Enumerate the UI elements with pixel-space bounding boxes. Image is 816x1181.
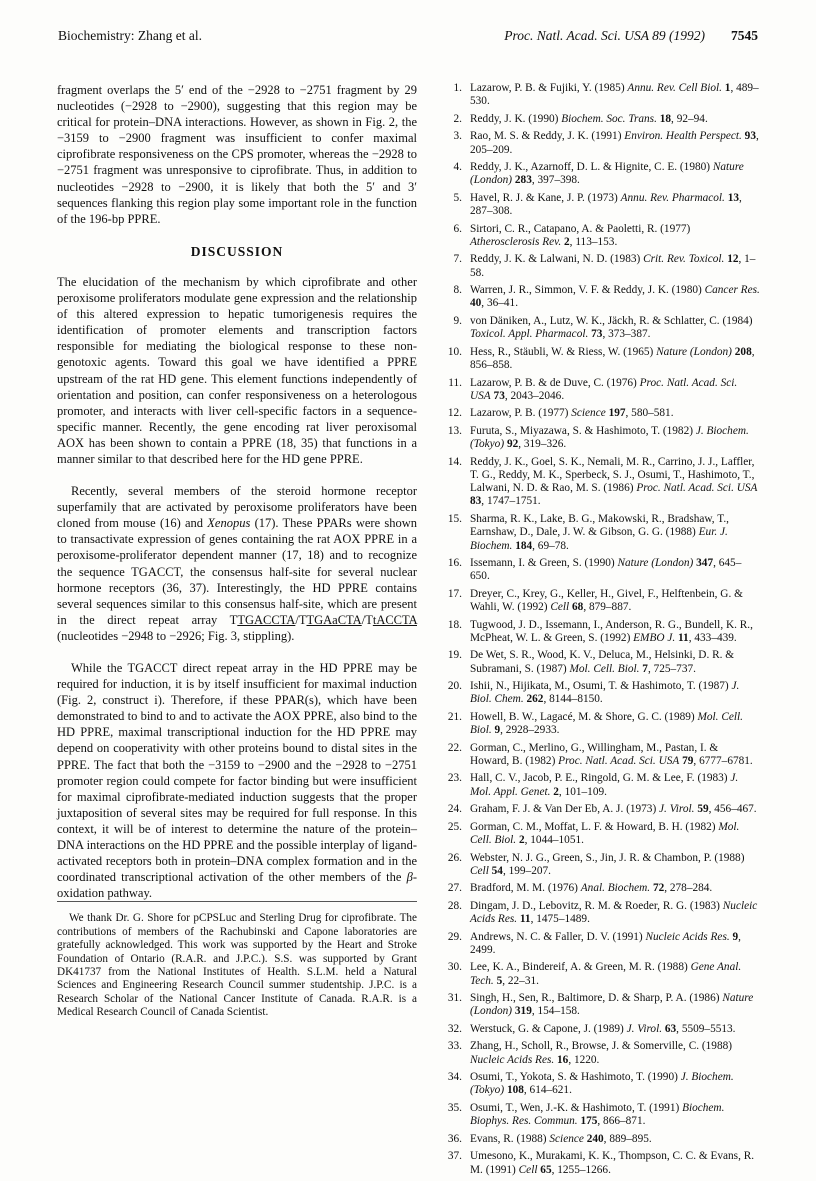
reference-journal: Proc. Natl. Acad. Sci. USA	[558, 755, 680, 767]
reference-volume: 262	[526, 693, 544, 706]
reference-volume: 9	[732, 930, 739, 943]
reference-text: Hess, R., Stäubli, W. & Riess, W. (1965) Nature (London) 208, 856–858.	[470, 345, 755, 372]
reference-volume: 5	[496, 974, 503, 987]
reference-journal: Cell	[550, 601, 570, 614]
reference-text: Dingam, J. D., Lebovitz, R. M. & Roeder, R. G. (1983) Nucleic Acids Res. 11, 1475–1489.	[470, 899, 758, 926]
reference-volume: 197	[608, 407, 626, 420]
reference-journal: Nucleic Acids Res.	[470, 899, 758, 926]
reference-text: Warren, J. R., Simmon, V. F. & Reddy, J. K. (1980) Cancer Res. 40, 36–41.	[470, 284, 760, 310]
reference-text: Gorman, C., Merlino, G., Willingham, M., Pastan, I. & Howard, B. (1982) Proc. Natl. Acad. Sci. USA 79, 6777–6781.	[470, 741, 753, 767]
reference-text: Singh, H., Sen, R., Baltimore, D. & Sharp, P. A. (1986) Nature (London) 319, 154–158.	[470, 992, 754, 1018]
reference-volume: 9	[494, 724, 501, 737]
reference-number: 5.	[453, 191, 462, 204]
reference-item	[438, 315, 760, 342]
reference-list	[438, 82, 760, 1181]
reference-number: 37.	[447, 1150, 462, 1163]
reference-number: 17.	[447, 587, 462, 600]
reference-item	[438, 742, 760, 769]
reference-text: Lazarow, P. B. (1977) Science 197, 580–581.	[470, 407, 674, 420]
reference-volume: 240	[586, 1132, 604, 1145]
reference-journal: Nature (London)	[470, 992, 754, 1018]
reference-number: 30.	[447, 961, 462, 974]
reference-item	[438, 1071, 760, 1098]
reference-number: 3.	[453, 130, 462, 143]
reference-item	[438, 619, 760, 646]
reference-journal: J. Biol. Chem.	[470, 680, 740, 706]
reference-number: 16.	[447, 557, 462, 570]
reference-text: Rao, M. S. & Reddy, J. K. (1991) Environ. Health Perspect. 93, 205–209.	[470, 130, 759, 156]
reference-number: 27.	[447, 882, 462, 895]
header-journal: Proc. Natl. Acad. Sci. USA 89 (1992)	[504, 28, 705, 43]
reference-volume: 65	[540, 1163, 552, 1176]
reference-journal: Nucleic Acids Res.	[470, 1053, 555, 1066]
reference-volume: 16	[557, 1053, 569, 1066]
reference-text: Werstuck, G. & Capone, J. (1989) J. Virol. 63, 5509–5513.	[470, 1022, 736, 1035]
reference-journal: Proc. Natl. Acad. Sci. USA	[636, 482, 758, 495]
repeat-sequence-3: TtACCTA	[365, 612, 417, 627]
reference-item	[438, 931, 760, 958]
reference-number: 25.	[447, 820, 462, 833]
reference-journal: Gene Anal. Tech.	[470, 961, 742, 987]
discussion-paragraph-2: Recently, several members of the steroid hormone receptor superfamily that are activated by peroxisome proliferators have been cloned from mouse (16) and Xenopus (17). These PPARs were shown to transactivate expression of genes containing the rat AOX PPRE in a peroxisome-proliferator dependent manner (17, 18) and to recognize the sequence TGACCT, the consensus half-site for several nuclear hormone receptors (36, 37). Interestingly, the HD PPRE contains several sequences similar to this consensus half-site, which are present in the direct repeat array TTGACCTA/TTGAaCTA/TtACCTA (nucleotides −2948 to −2926; Fig. 3, stippling).	[57, 484, 417, 643]
reference-number: 20.	[447, 680, 462, 693]
header-section-author: Biochemistry: Zhang et al.	[58, 28, 202, 43]
reference-volume: 63	[664, 1022, 677, 1035]
reference-text: Lazarow, P. B. & Fujiki, Y. (1985) Annu. Rev. Cell Biol. 1, 489–530.	[470, 82, 759, 108]
reference-volume: 1	[724, 82, 731, 94]
reference-text: Andrews, N. C. & Faller, D. V. (1991) Nucleic Acids Res. 9, 2499.	[470, 930, 741, 956]
reference-text: Hall, C. V., Jacob, P. E., Ringold, G. M. & Lee, F. (1983) J. Mol. Appl. Genet. 2, 101–109.	[470, 772, 739, 798]
section-title-discussion: DISCUSSION	[190, 243, 284, 259]
reference-text: Lazarow, P. B. & de Duve, C. (1976) Proc. Natl. Acad. Sci. USA 73, 2043–2046.	[470, 376, 738, 402]
reference-number: 23.	[447, 772, 462, 785]
reference-journal: EMBO J.	[633, 631, 676, 644]
reference-text: von Däniken, A., Lutz, W. K., Jäckh, R. & Schlatter, C. (1984) Toxicol. Appl. Pharmacol. 73, 373–387.	[470, 314, 753, 341]
reference-item	[438, 284, 760, 311]
reference-item	[438, 961, 760, 988]
reference-text: Issemann, I. & Green, S. (1990) Nature (London) 347, 645–650.	[470, 557, 742, 583]
reference-item	[438, 557, 760, 584]
reference-number: 8.	[453, 284, 462, 297]
reference-item	[438, 992, 760, 1019]
reference-volume: 13	[727, 191, 740, 204]
reference-item	[438, 821, 760, 848]
reference-volume: 73	[591, 328, 603, 341]
reference-text: Sirtori, C. R., Catapano, A. & Paoletti, R. (1977) Atherosclerosis Rev. 2, 113–153.	[470, 222, 691, 248]
header-right	[504, 28, 758, 44]
reference-volume: 208	[734, 345, 752, 358]
reference-item	[438, 113, 760, 126]
reference-number: 18.	[447, 618, 462, 631]
reference-item	[438, 161, 760, 188]
reference-text: Reddy, J. K., Goel, S. K., Nemali, M. R., Carrino, J. J., Laffler, T. G., Reddy, M. K., Sperbeck, S. J., Osumi, T., Hashimoto, T., Lalwani, N. D. & Rao, M. S. (1986) Proc. Natl. Acad. Sci. USA 83, 1747–1751.	[470, 455, 758, 508]
reference-number: 36.	[447, 1132, 462, 1145]
reference-journal: Crit. Rev. Toxicol.	[643, 253, 725, 266]
repeat-sequence-1: TTGACCTA	[229, 612, 296, 627]
reference-number: 14.	[447, 455, 462, 468]
reference-item	[438, 1023, 760, 1036]
reference-item	[438, 223, 760, 250]
reference-text: Graham, F. J. & Van Der Eb, A. J. (1973) J. Virol. 59, 456–467.	[470, 803, 757, 816]
reference-number: 34.	[447, 1071, 462, 1084]
reference-item	[438, 649, 760, 676]
reference-number: 28.	[447, 899, 462, 912]
reference-text: Tugwood, J. D., Issemann, I., Anderson, R. G., Bundell, K. R., McPheat, W. L. & Green, S. (1992) EMBO J. 11, 433–439.	[470, 618, 753, 644]
reference-text: Lee, K. A., Bindereif, A. & Green, M. R. (1988) Gene Anal. Tech. 5, 22–31.	[470, 961, 742, 987]
reference-volume: 2	[518, 834, 525, 847]
reference-journal: Mol. Cell. Biol.	[470, 820, 740, 847]
reference-journal: Cell	[518, 1163, 538, 1176]
reference-item	[438, 1102, 760, 1129]
reference-text: Furuta, S., Miyazawa, S. & Hashimoto, T. (1982) J. Biochem. (Tokyo) 92, 319–326.	[470, 424, 749, 451]
reference-journal: Biochem. Biophys. Res. Commun.	[470, 1101, 725, 1128]
reference-volume: 319	[514, 1005, 532, 1018]
reference-item	[438, 803, 760, 816]
reference-journal: Cell	[470, 864, 489, 877]
reference-journal: Science	[571, 407, 606, 420]
reference-journal: Annu. Rev. Pharmacol.	[620, 191, 725, 204]
reference-journal: Annu. Rev. Cell Biol.	[627, 82, 722, 94]
reference-journal: Cancer Res.	[704, 284, 760, 297]
reference-volume: 73	[493, 389, 505, 402]
reference-text: Gorman, C. M., Moffat, L. F. & Howard, B. H. (1982) Mol. Cell. Biol. 2, 1044–1051.	[470, 820, 740, 847]
reference-volume: 7	[642, 662, 648, 675]
reference-item	[438, 680, 760, 707]
reference-text: Osumi, T., Wen, J.-K. & Hashimoto, T. (1991) Biochem. Biophys. Res. Commun. 175, 866–871.	[470, 1101, 725, 1128]
reference-item	[438, 1150, 760, 1177]
reference-text: Sharma, R. K., Lake, B. G., Makowski, R., Bradshaw, T., Earnshaw, D., Dale, J. W. & Gibson, G. G. (1988) Eur. J. Biochem. 184, 69–78.	[470, 512, 729, 552]
reference-volume: 347	[696, 557, 714, 570]
reference-text: Reddy, J. K. (1990) Biochem. Soc. Trans. 18, 92–94.	[470, 112, 708, 125]
reference-journal: J. Virol.	[626, 1022, 663, 1035]
reference-text: Bradford, M. M. (1976) Anal. Biochem. 72, 278–284.	[470, 882, 713, 895]
reference-volume: 40	[470, 297, 482, 310]
left-column	[57, 82, 417, 1020]
reference-volume: 72	[652, 882, 665, 895]
reference-volume: 18	[659, 112, 672, 125]
reference-volume: 11	[519, 913, 531, 926]
reference-number: 10.	[447, 345, 462, 358]
reference-journal: J. Mol. Appl. Genet.	[470, 772, 739, 798]
reference-journal: Anal. Biochem.	[580, 882, 651, 895]
discussion-paragraph-3: While the TGACCT direct repeat array in the HD PPRE may be required for induction, it is by itself insufficient for maximal induction (Fig. 2, construct i). Therefore, if these PPAR(s), which have been demonstrated to bind to and to activate the AOX PPRE, also bind to the HD PPRE, maximal transcriptional induction for the HD PPRE may depend on cooperativity with other proteins bound to distal sites in the PPRE. The fact that both the −3159 to −2900 and the −2928 to −2751 promoter region could compete for factor binding but were insufficient for maximal ciprofibrate-mediated induction suggests that the proper juxtaposition of several sites may be required for full response. In this context, it will be of interest to determine the nature of the protein–DNA interactions on the HD PPRE and the possible interplay of ligand-activated receptors both in protein–DNA complex formation and in the coordinated transcriptional activation of the other members of the β-oxidation pathway.	[57, 661, 417, 901]
reference-number: 6.	[453, 222, 462, 235]
reference-text: De Wet, S. R., Wood, K. V., Deluca, M., Helsinki, D. R. & Subramani, S. (1987) Mol. Cell. Biol. 7, 725–737.	[470, 649, 735, 675]
reference-text: Howell, B. W., Lagacé, M. & Shore, G. C. (1989) Mol. Cell. Biol. 9, 2928–2933.	[470, 710, 743, 737]
reference-volume: 175	[580, 1115, 598, 1128]
reference-item	[438, 425, 760, 452]
reference-number: 11.	[448, 376, 462, 389]
reference-number: 21.	[447, 710, 462, 723]
reference-text: Webster, N. J. G., Green, S., Jin, J. R. & Chambon, P. (1988) Cell 54, 199–207.	[470, 851, 745, 877]
reference-item	[438, 346, 760, 373]
reference-number: 22.	[447, 741, 462, 754]
page-number: 7545	[731, 28, 758, 43]
acknowledgment: We thank Dr. G. Shore for pCPSLuc and Sterling Drug for ciprofibrate. The contributions of members of the Rachubinski and Capone laboratories are gratefully acknowledged. This work was supported by the Heart and Stroke Foundation of Ontario (R.A.R. and J.P.C.). S.S. was supported by Grant DK41737 from the National Institutes of Health. S.L.M. held a Natural Sciences and Engineering Research Council summer studentship. J.P.C. is a Research Scholar of the National Cancer Institute of Canada. R.A.R. is a Medical Research Council of Canada Scientist.	[57, 901, 417, 1019]
reference-number: 19.	[447, 649, 462, 662]
reference-number: 2.	[453, 112, 462, 125]
reference-item	[438, 130, 760, 157]
reference-item	[438, 711, 760, 738]
reference-item	[438, 772, 760, 799]
reference-text: Osumi, T., Yokota, S. & Hashimoto, T. (1990) J. Biochem. (Tokyo) 108, 614–621.	[470, 1071, 734, 1097]
reference-number: 7.	[453, 253, 462, 266]
reference-journal: Biochem. Soc. Trans.	[561, 112, 657, 125]
reference-item	[438, 377, 760, 404]
reference-journal: Toxicol. Appl. Pharmacol.	[470, 328, 589, 341]
reference-item	[438, 882, 760, 895]
reference-journal: J. Biochem. (Tokyo)	[470, 1071, 734, 1097]
reference-item	[438, 852, 760, 879]
continued-paragraph: fragment overlaps the 5′ end of the −2928 to −2751 fragment by 29 nucleotides (−2928 to −2900), suggesting that this region may be critical for protein–DNA interactions. However, as shown in Fig. 2, the −3159 to −2900 fragment was insufficient to confer maximal ciprofibrate responsiveness on the CPS promoter, whereas the −2928 to −2751 fragment was unresponsive to ciprofibrate. Thus, in addition to nucleotides −2928 to −2900, it is likely that both the 5′ and 3′ sequences flanking this region play some important role in the function of the 196-bp PPRE.	[57, 83, 417, 226]
reference-journal: J. Biochem. (Tokyo)	[470, 424, 749, 451]
reference-journal: Environ. Health Perspect.	[624, 130, 742, 143]
reference-text: Evans, R. (1988) Science 240, 889–895.	[470, 1132, 652, 1145]
reference-item	[438, 253, 760, 280]
reference-number: 24.	[447, 803, 462, 816]
reference-journal: Nucleic Acids Res.	[645, 930, 730, 943]
reference-number: 4.	[453, 161, 462, 174]
reference-item	[438, 192, 760, 219]
reference-volume: 79	[682, 755, 694, 767]
reference-journal: J. Virol.	[659, 803, 695, 816]
reference-volume: 59	[697, 803, 709, 816]
reference-volume: 283	[514, 174, 532, 187]
repeat-sequence-2: TTGAaCTA	[298, 612, 362, 627]
reference-item	[438, 1133, 760, 1146]
discussion-paragraph-1: The elucidation of the mechanism by which ciprofibrate and other peroxisome proliferators modulate gene expression and the relationship of this altered expression to hepatic tumorigenesis requires the identification of promoter elements and transcription factors responsible for mediating the biological response to these non-genotoxic agents. Toward this goal we have identified a PPRE upstream of the rat HD gene. This element functions independently of orientation and position, can confer responsiveness on a heterologous promoter, and interacts with liver cell-specific factors in a sequence-specific manner. Recently, the gene encoding rat liver peroxisomal AOX has been shown to contain a PPRE (18, 35) that functions in a manner similar to that described here for the HD gene PPRE.	[57, 274, 417, 466]
reference-journal: Nature (London)	[617, 557, 694, 570]
running-header	[58, 28, 758, 48]
reference-volume: 108	[506, 1084, 524, 1097]
reference-item	[438, 82, 760, 109]
reference-volume: 54	[491, 864, 503, 877]
reference-volume: 12	[727, 253, 739, 266]
reference-text: Havel, R. J. & Kane, J. P. (1973) Annu. Rev. Pharmacol. 13, 287–308.	[470, 191, 742, 218]
reference-volume: 92	[506, 438, 519, 451]
reference-text: Dreyer, C., Krey, G., Keller, H., Givel, F., Helftenbein, G. & Wahli, W. (1992) Cell 68, 879–887.	[470, 587, 743, 614]
reference-volume: 11	[678, 631, 689, 644]
italic-term: Xenopus	[207, 516, 251, 531]
reference-journal: Proc. Natl. Acad. Sci. USA	[470, 376, 738, 402]
reference-volume: 83	[470, 495, 482, 508]
reference-journal: Mol. Cell. Biol.	[470, 710, 743, 737]
reference-number: 15.	[447, 512, 462, 525]
reference-item	[438, 900, 760, 927]
reference-text: Umesono, K., Murakami, K. K., Thompson, C. C. & Evans, R. M. (1991) Cell 65, 1255–1266.	[470, 1150, 755, 1176]
reference-journal: Nature (London)	[656, 345, 732, 358]
reference-number: 26.	[447, 851, 462, 864]
reference-volume: 184	[515, 539, 533, 552]
reference-journal: Mol. Cell. Biol.	[569, 662, 640, 675]
reference-number: 33.	[447, 1040, 462, 1053]
reference-number: 1.	[453, 82, 462, 94]
reference-item	[438, 1040, 760, 1067]
reference-text: Reddy, J. K., Azarnoff, D. L. & Hignite, C. E. (1980) Nature (London) 283, 397–398.	[470, 161, 744, 187]
reference-journal: Eur. J. Biochem.	[470, 526, 728, 552]
reference-volume: 68	[572, 601, 584, 614]
reference-number: 31.	[447, 992, 462, 1005]
reference-text: Reddy, J. K. & Lalwani, N. D. (1983) Crit. Rev. Toxicol. 12, 1–58.	[470, 253, 756, 279]
reference-item	[438, 456, 760, 509]
reference-number: 32.	[447, 1022, 462, 1035]
reference-journal: Atherosclerosis Rev.	[470, 235, 562, 248]
reference-volume: 2	[553, 785, 559, 798]
reference-journal: Nature (London)	[470, 161, 744, 187]
reference-text: Ishii, N., Hijikata, M., Osumi, T. & Hashimoto, T. (1987) J. Biol. Chem. 262, 8144–8150.	[470, 680, 740, 706]
reference-item	[438, 588, 760, 615]
reference-journal: Science	[549, 1132, 584, 1145]
reference-number: 12.	[447, 407, 462, 420]
reference-text: Zhang, H., Scholl, R., Browse, J. & Somerville, C. (1988) Nucleic Acids Res. 16, 1220.	[470, 1040, 733, 1066]
reference-volume: 2	[564, 235, 570, 248]
reference-item	[438, 513, 760, 553]
reference-item	[438, 407, 760, 420]
reference-number: 29.	[447, 930, 462, 943]
reference-number: 9.	[453, 314, 462, 327]
reference-number: 13.	[447, 424, 462, 437]
reference-volume: 93	[744, 130, 756, 143]
reference-number: 35.	[447, 1101, 462, 1114]
